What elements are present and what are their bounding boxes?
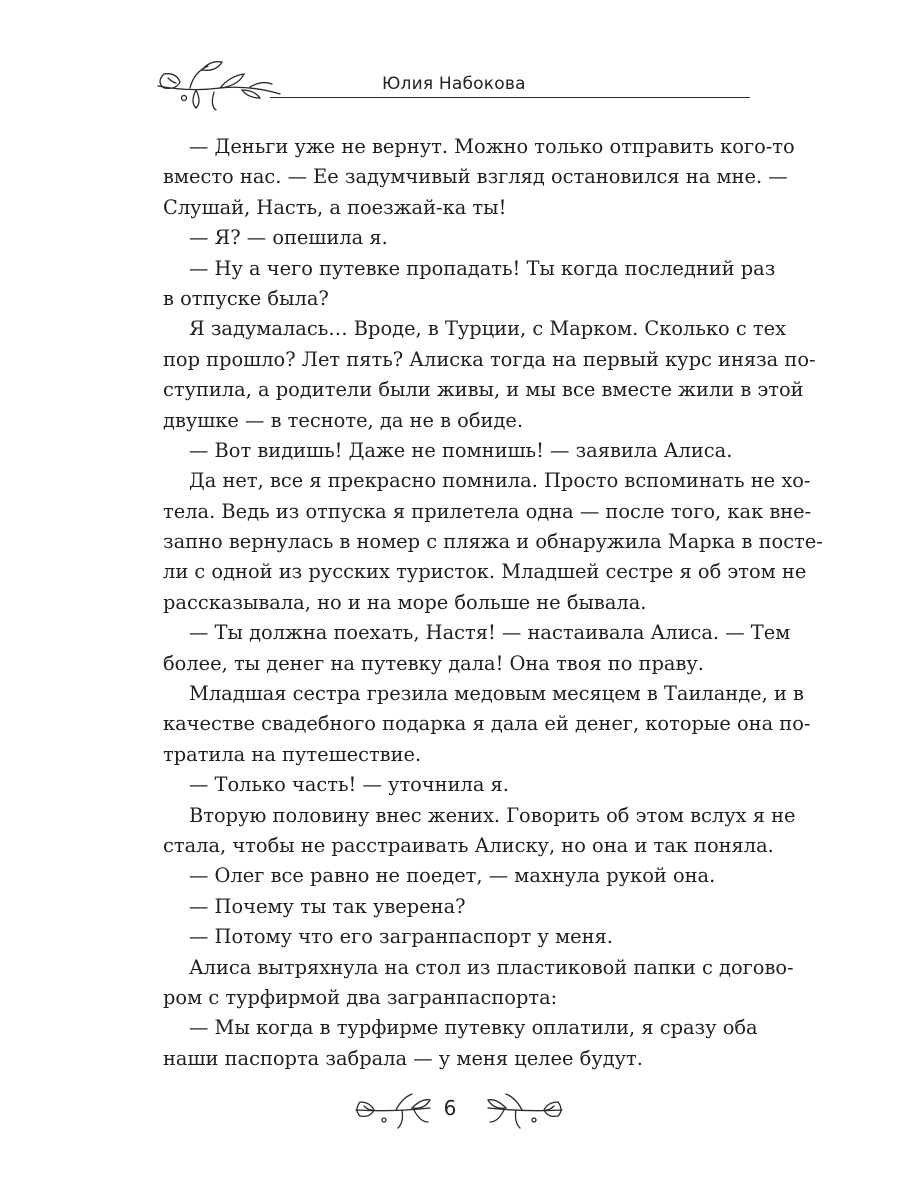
text-line: наши паспорта забрала — у меня целее будут. [163,1046,643,1070]
text-line: пор прошло? Лет пять? Алиска тогда на первый курс иняза по- [163,347,816,371]
page-footer [0,1088,900,1132]
text-line: качестве свадебного подарка я дала ей денег, которые она по- [163,712,811,736]
text-line: тела. Ведь из отпуска я прилетела одна — после того, как вне- [163,499,812,523]
text-line: — Ну а чего путевке пропадать! Ты когда последний раз [189,256,776,280]
text-line: — Ты должна поехать, Настя! — настаивала Алиса. — Тем [189,621,791,645]
text-line: Младшая сестра грезила медовым месяцем в Таиланде, и в [189,682,804,706]
text-line: вместо нас. — Ее задумчивый взгляд остановился на мне. — [163,165,788,189]
author-name: Юлия Набокова [382,74,526,94]
text-line: двушке — в тесноте, да не в обиде. [163,408,524,432]
text-line: Я задумалась… Вроде, в Турции, с Марком. Сколько с тех [189,317,787,341]
text-line: — Потому что его загранпаспорт у меня. [189,925,613,949]
text-line: запно вернулась в номер с пляжа и обнаружила Марка в посте- [163,530,823,554]
text-line: более, ты денег на путевку дала! Она твоя по праву. [163,651,704,675]
text-line: — Только часть! — уточнила я. [189,773,509,797]
floral-branch-icon [150,52,285,112]
text-line: Алиса вытряхнула на стол из пластиковой папки с догово- [189,955,794,979]
body-text [163,132,823,1074]
floral-sprig-right-icon [484,1088,566,1132]
text-line: стала, чтобы не расстраивать Алиску, но она и так поняла. [163,833,774,857]
floral-sprig-left-icon [352,1088,434,1132]
text-line: Да нет, все я прекрасно помнила. Просто вспоминать не хо- [189,469,811,493]
text-line: Слушай, Насть, а поезжай-ка ты! [163,195,507,219]
text-line: тратила на путешествие. [163,742,422,766]
running-header [150,52,750,112]
page-number: 6 [443,1096,457,1120]
text-line: ступила, а родители были живы, и мы все вместе жили в этой [163,378,804,402]
text-line: — Олег все равно не поедет, — махнула рукой она. [189,864,716,888]
text-line: в отпуске была? [163,286,329,310]
text-line: Вторую половину внес жених. Говорить об этом вслух я не [189,803,796,827]
text-line: — Почему ты так уверена? [189,894,466,918]
text-line: — Деньги уже не вернут. Можно только отправить кого-то [189,135,795,158]
text-line: — Вот видишь! Даже не помнишь! — заявила Алиса. [189,438,733,462]
text-line: ром с турфирмой два загранпаспорта: [163,985,558,1009]
text-line: рассказывала, но и на море больше не бывала. [163,590,647,614]
text-line: ли с одной из русских туристок. Младшей сестре я об этом не [163,560,807,584]
text-line: — Я? — опешила я. [189,226,388,250]
header-rule [270,97,750,98]
text-line: — Мы когда в турфирме путевку оплатили, я сразу оба [189,1016,758,1040]
